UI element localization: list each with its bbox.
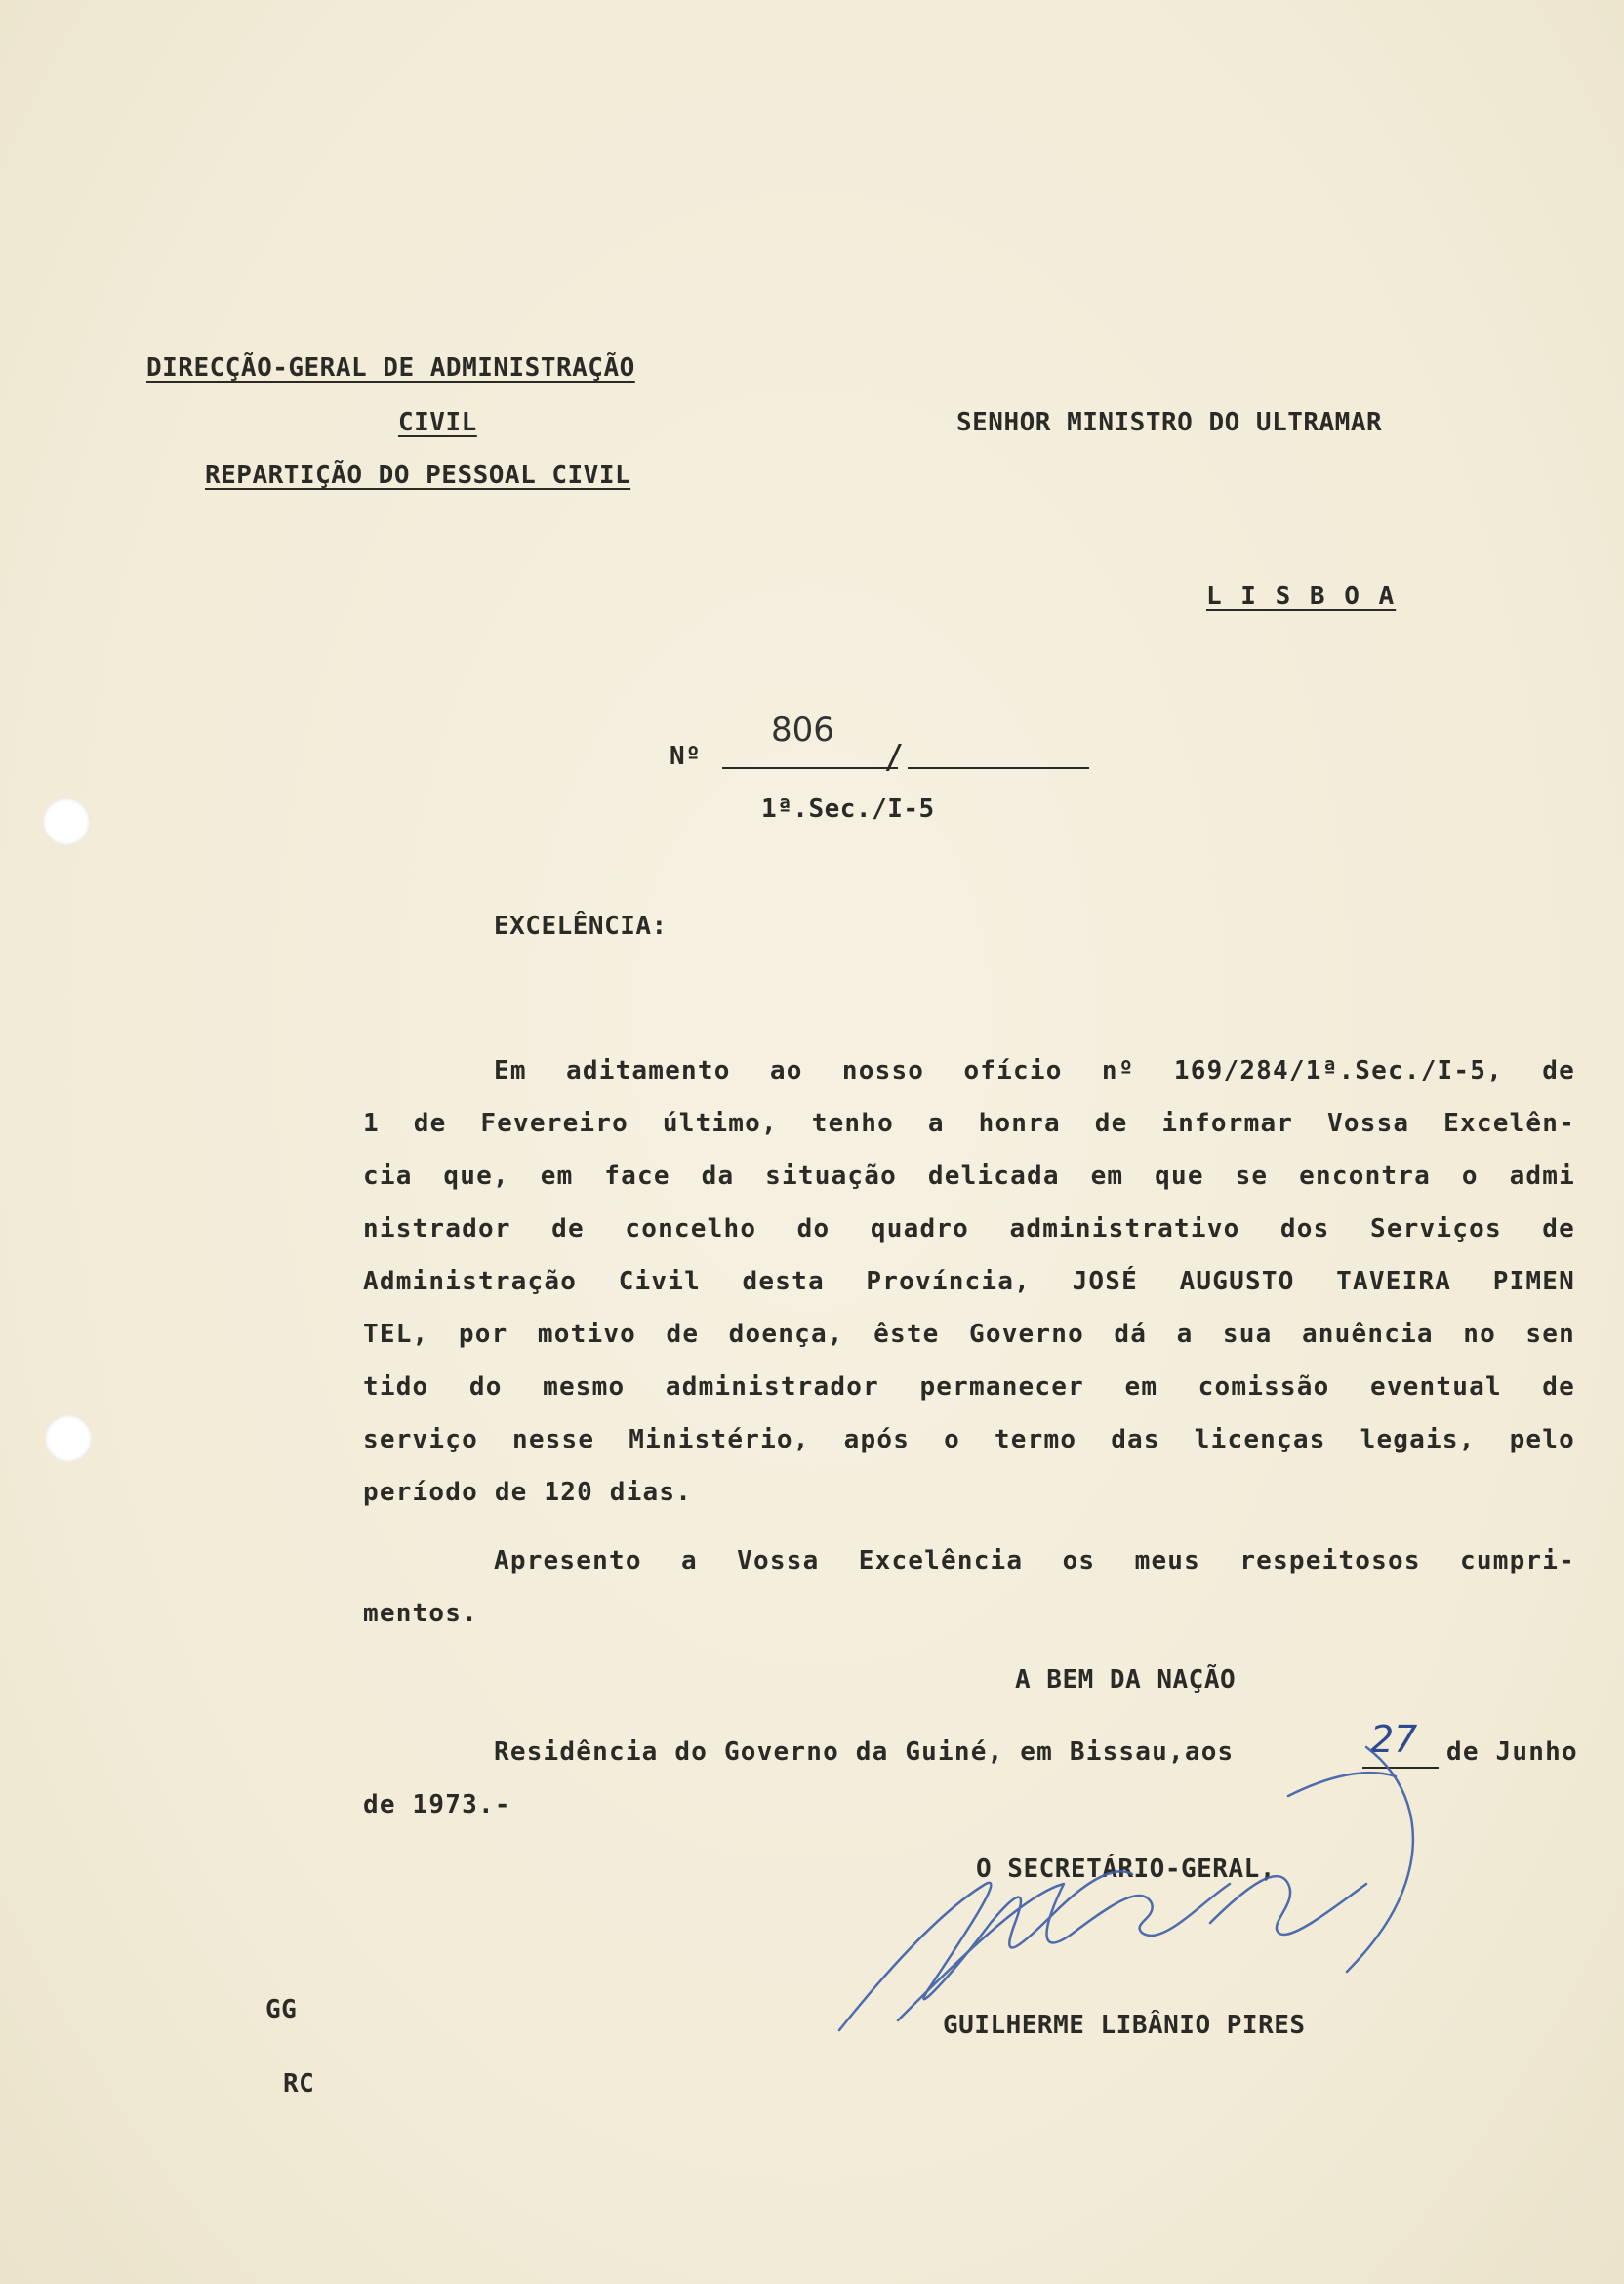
punch-hole (45, 1415, 92, 1462)
body-line: serviço nesse Ministério, após o termo das licenças legais, pelo (363, 1425, 1575, 1454)
signature-stroke (1210, 1876, 1366, 1935)
department-line-2: CIVIL (398, 408, 477, 437)
body-line: tido do mesmo administrador permanecer em comissão eventual de (363, 1372, 1575, 1402)
place-date-line: de Junho (1446, 1737, 1578, 1767)
body-line: Apresento a Vossa Excelência os meus respeitosos cumpri- (494, 1546, 1575, 1575)
closing-motto: A BEM DA NAÇÃO (1015, 1665, 1237, 1694)
body-line: período de 120 dias. (363, 1478, 693, 1507)
department-line-3: REPARTIÇÃO DO PESSOAL CIVIL (205, 461, 631, 490)
signatory-name: GUILHERME LIBÂNIO PIRES (943, 2011, 1306, 2040)
department-line-1: DIRECÇÃO-GERAL DE ADMINISTRAÇÃO (146, 353, 635, 383)
recipient: SENHOR MINISTRO DO ULTRAMAR (956, 408, 1383, 437)
body-line: 1 de Fevereiro último, tenho a honra de informar Vossa Excelên- (363, 1109, 1575, 1138)
typist-initials: RC (283, 2069, 315, 2099)
salutation: EXCELÊNCIA: (494, 912, 668, 941)
place-date-line: de 1973.- (363, 1790, 511, 1819)
place-date-line: Residência do Governo da Guiné, em Bissau,aos (494, 1737, 1235, 1767)
body-line: TEL, por motivo de doença, êste Governo dá a sua anuência no sen (363, 1320, 1575, 1349)
signature-stroke (1288, 1773, 1396, 1796)
reference-number-value: 806 (771, 711, 834, 750)
day-handwritten: 27 (1370, 1718, 1418, 1761)
reference-section: 1ª.Sec./I-5 (761, 795, 935, 824)
body-line: Administração Civil desta Província, JOSÉ AUGUSTO TAVEIRA PIMEN (363, 1267, 1575, 1296)
typist-initials: GG (265, 1995, 298, 2024)
reference-suffix-line (908, 767, 1089, 769)
reference-slash: / (884, 738, 905, 777)
reference-number-label: Nº (670, 742, 702, 771)
signature-stroke (839, 1871, 1132, 2030)
body-line: nistrador de concelho do quadro administrativo dos Serviços de (363, 1214, 1575, 1244)
signatory-title: O SECRETÁRIO-GERAL, (976, 1855, 1276, 1884)
city: L I S B O A (1206, 582, 1397, 611)
handwritten-signature (820, 1737, 1522, 2050)
body-line: cia que, em face da situação delicada em que se encontra o admi (363, 1162, 1575, 1191)
punch-hole (43, 798, 90, 845)
body-line: Em aditamento ao nosso ofício nº 169/284/1ª.Sec./I-5, de (494, 1056, 1575, 1085)
body-line: mentos. (363, 1599, 478, 1628)
signature-stroke (1347, 1747, 1413, 1972)
reference-number-line (722, 767, 898, 769)
